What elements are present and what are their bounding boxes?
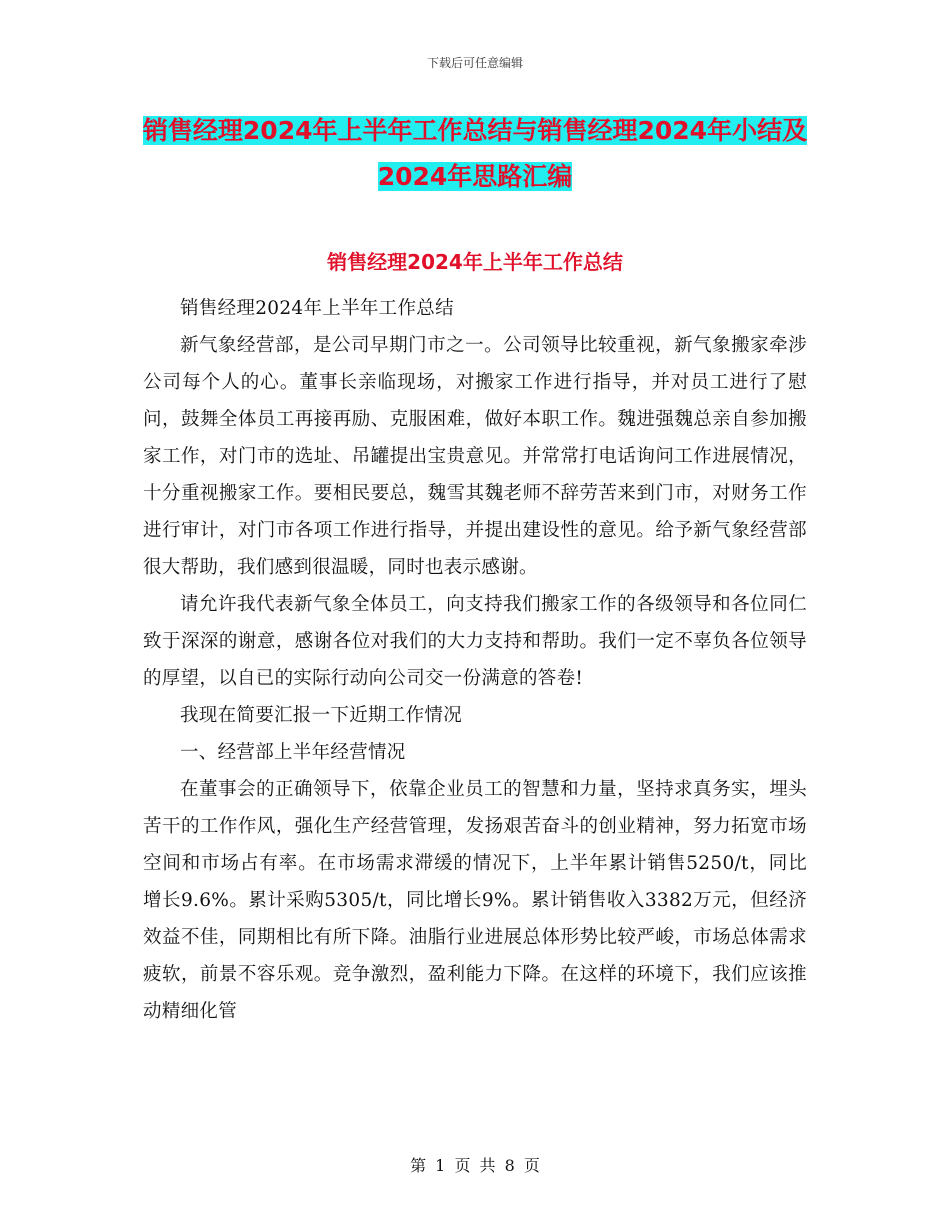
document-body (143, 290, 807, 1030)
document-title-text: 销售经理2024年上半年工作总结与销售经理2024年小结及2024年思路汇编 (142, 116, 808, 191)
page-footer: 第 1 页 共 8 页 (410, 1156, 540, 1175)
document-title (140, 108, 810, 200)
paragraph: 请允许我代表新气象全体员工，向支持我们搬家工作的各级领导和各位同仁致于深深的谢意，感谢各位对我们的大力支持和帮助。我们一定不辜负各位领导的厚望，以自已的实际行动向公司交一份满意的答卷! (143, 594, 807, 689)
page-header-note: 下载后可任意编辑 (426, 56, 523, 70)
section-title: 销售经理2024年上半年工作总结 (327, 250, 623, 274)
paragraph: 在董事会的正确领导下，依靠企业员工的智慧和力量，坚持求真务实，埋头苦干的工作作风，强化生产经营管理，发扬艰苦奋斗的创业精神，努力拓宽市场空间和市场占有率。在市场需求滞缓的情况下，上半年累计销售5250/t，同比增长9.6%。累计采购5305/t，同比增长9%。累计销售收入3382万元，但经济效益不佳，同期相比有所下降。油脂行业进展总体形势比较严峻，市场总体需求疲软，前景不容乐观。竞争激烈，盈利能力下降。在这样的环境下，我们应该推动精细化管 (143, 779, 807, 1022)
paragraph: 新气象经营部，是公司早期门市之一。公司领导比较重视，新气象搬家牵涉公司每个人的心。董事长亲临现场，对搬家工作进行指导，并对员工进行了慰问，鼓舞全体员工再接再励、克服困难，做好本职工作。魏进强魏总亲自参加搬家工作，对门市的选址、吊罐提出宝贵意见。并常常打电话询问工作进展情况，十分重视搬家工作。要相民要总，魏雪其魏老师不辞劳苦来到门市，对财务工作进行审计，对门市各项工作进行指导，并提出建设性的意见。给予新气象经营部很大帮助，我们感到很温暖，同时也表示感谢。 (143, 335, 807, 578)
paragraph: 我现在简要汇报一下近期工作情况 (180, 705, 463, 726)
paragraph: 一、经营部上半年经营情况 (180, 742, 406, 763)
paragraph: 销售经理2024年上半年工作总结 (180, 298, 454, 319)
